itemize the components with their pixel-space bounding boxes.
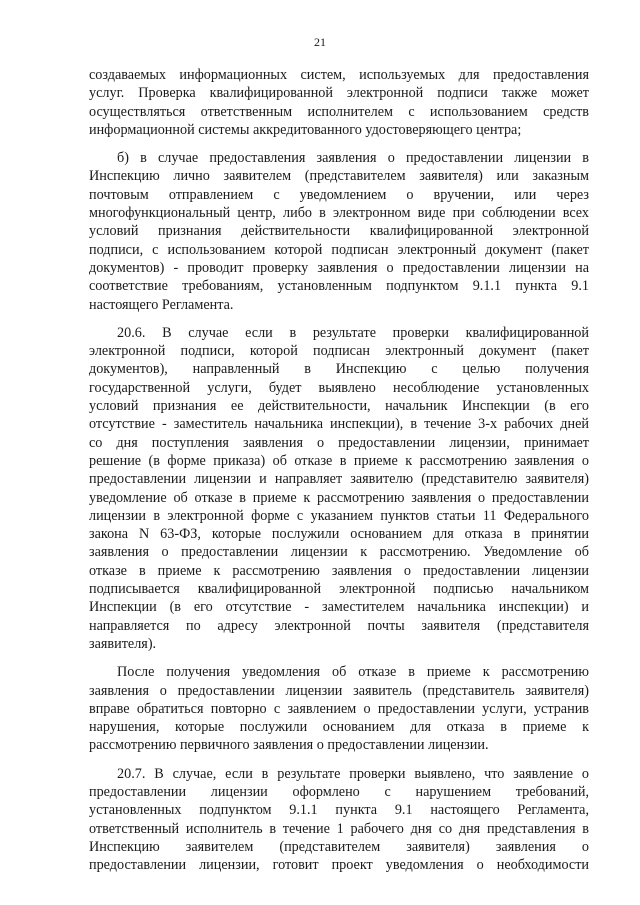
text-line: закона N 63-ФЗ, которые послужили основанием для отказа в принятии (89, 526, 589, 543)
paragraph-gap (89, 139, 589, 149)
text-line: подписи, с использованием которой подписан электронный документ (пакет (89, 241, 589, 258)
text-line: условий признания действительности квалифицированной электронной (89, 223, 589, 240)
text-line: установленных подпунктом 9.1.1 пункта 9.1 настоящего Регламента, (89, 802, 589, 819)
text-line: 20.6. В случае если в результате проверки квалифицированной (117, 324, 589, 341)
text-line: 20.7. В случае, если в результате проверки выявлено, что заявление о (117, 765, 589, 782)
text-line: государственной услуги, будет выявлено несоблюдение установленных (89, 379, 589, 396)
document-body (89, 66, 589, 874)
text-line: предоставлении лицензии и направляет заявителю (представителю заявителя) (89, 471, 589, 488)
text-line: ответственный исполнитель в течение 1 рабочего дня со дня представления в (89, 820, 589, 837)
text-line: Инспекции (в его отсутствие - заместителем начальника инспекции) и (89, 599, 589, 616)
text-line: документов) - проводит проверку заявления о предоставлении лицензии на (89, 259, 589, 276)
text-line: создаваемых информационных систем, используемых для предоставления (89, 67, 589, 83)
text-line: электронной подписи, которой подписан электронный документ (пакет (89, 343, 589, 360)
paragraph (89, 663, 589, 754)
text-line: отказе в приеме к рассмотрению заявления о предоставлении лицензии (89, 562, 589, 579)
paragraph-gap (89, 314, 589, 324)
text-line: рассмотрению первичного заявления о предоставлении лицензии. (89, 737, 489, 754)
text-line: документов), направленный в Инспекцию с целью получения (89, 361, 589, 378)
text-line: вправе обратиться повторно с заявлением о предоставлении услуги, устранив (89, 700, 589, 717)
paragraph (89, 66, 589, 139)
text-line: предоставлении лицензии оформлено с нарушением требований, (89, 783, 589, 800)
text-line: заявления о предоставлении лицензии к рассмотрению. Уведомление об (89, 544, 589, 561)
text-line: б) в случае предоставления заявления о предоставлении лицензии в (117, 150, 589, 167)
page-number: 21 (314, 35, 326, 49)
text-line: условий признания ее действительности, начальник Инспекции (в его (89, 398, 589, 415)
text-line: многофункциональный центр, либо в электронном виде при соблюдении всех (89, 205, 589, 222)
text-line: осуществляться ответственным исполнителем с использованием средств (89, 103, 589, 120)
text-line: лицензии в электронной форме с указанием пунктов статьи 11 Федерального (89, 507, 589, 524)
text-line: соответствие требованиям, установленным подпунктом 9.1.1 пункта 9.1 (89, 278, 589, 295)
paragraph (89, 765, 589, 875)
text-line: настоящего Регламента. (89, 296, 234, 313)
text-line: заявления о предоставлении лицензии заявитель (представитель заявителя) (89, 682, 589, 699)
text-line: уведомление об отказе в приеме к рассмотрению заявления о предоставлении (89, 489, 589, 506)
text-line: решение (в форме приказа) об отказе в приеме к рассмотрению заявления о (89, 452, 589, 469)
text-line: подписывается квалифицированной электронной подписью начальником (89, 581, 589, 598)
text-line: нарушения, которые послужили основанием для отказа в приеме к (89, 719, 589, 736)
text-line: со дня поступления заявления о предоставлении лицензии, принимает (89, 434, 589, 451)
text-line: Инспекцию лично заявителем (представителем заявителя) или заказным (89, 168, 589, 185)
paragraph (89, 324, 589, 653)
text-line: почтовым отправлением с уведомлением о вручении, или через (89, 186, 589, 203)
text-line: После получения уведомления об отказе в приеме к рассмотрению (117, 664, 589, 681)
paragraph-gap (89, 653, 589, 663)
text-line: предоставлении лицензии, готовит проект уведомления о необходимости (89, 857, 589, 874)
text-line: заявителя). (89, 635, 157, 652)
paragraph-gap (89, 755, 589, 765)
paragraph (89, 149, 589, 314)
text-line: направляется по адресу электронной почты заявителя (представителя (89, 617, 589, 634)
text-line: информационной системы аккредитованного удостоверяющего центра; (89, 121, 522, 138)
text-line: отсутствие - заместитель начальника инспекции), в течение 3-х рабочих дней (89, 416, 589, 433)
text-line: услуг. Проверка квалифицированной электронной подписи также может (89, 85, 589, 102)
text-line: Инспекцию заявителем (представителем заявителя) заявления о (89, 838, 589, 855)
